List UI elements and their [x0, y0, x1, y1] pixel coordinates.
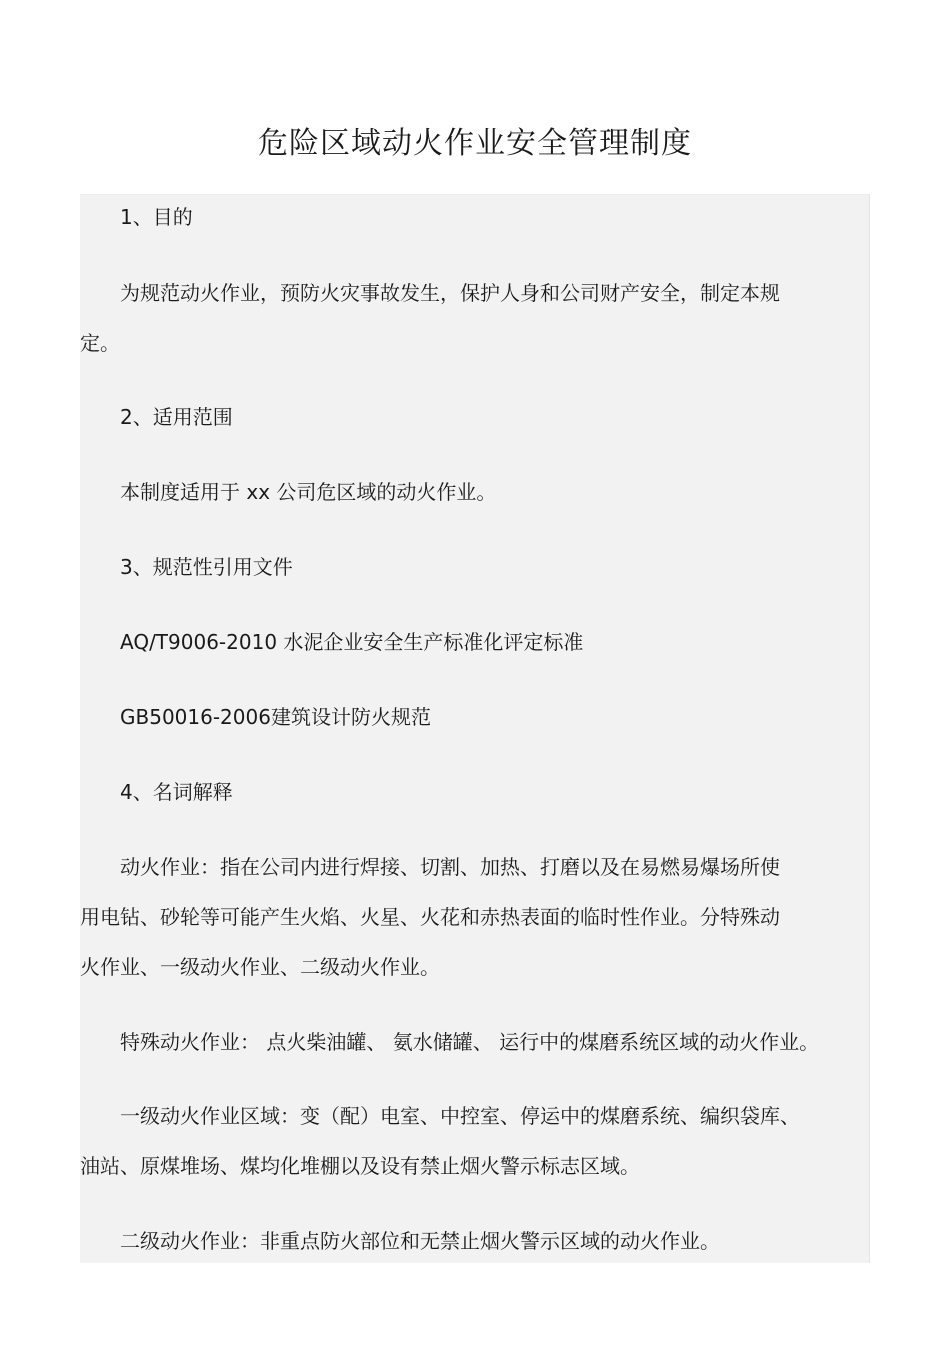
document-body [80, 194, 870, 1263]
section-heading-scope: 2、适用范围 [120, 405, 233, 429]
paragraph-line: 特殊动火作业： 点火柴油罐、 氨水储罐、 运行中的煤磨系统区域的动火作业。 [120, 1030, 820, 1054]
section-heading-definitions: 4、名词解释 [120, 780, 233, 804]
reference-item: GB50016-2006建筑设计防火规范 [120, 705, 431, 729]
paragraph-line: 火作业、一级动火作业、二级动火作业。 [80, 955, 440, 979]
paragraph-line: 二级动火作业：非重点防火部位和无禁止烟火警示区域的动火作业。 [120, 1229, 720, 1253]
reference-item: AQ/T9006-2010 水泥企业安全生产标准化评定标准 [120, 630, 584, 654]
paragraph-line: 动火作业：指在公司内进行焊接、切割、加热、打磨以及在易燃易爆场所使 [120, 855, 780, 879]
paragraph-line: 定。 [80, 331, 120, 355]
paragraph-line: 用电钻、砂轮等可能产生火焰、火星、火花和赤热表面的临时性作业。分特殊动 [80, 905, 780, 929]
paragraph-line: 油站、原煤堆场、煤均化堆棚以及设有禁止烟火警示标志区域。 [80, 1154, 640, 1178]
paragraph-line: 为规范动火作业，预防火灾事故发生，保护人身和公司财产安全，制定本规 [120, 281, 780, 305]
section-heading-references: 3、规范性引用文件 [120, 555, 293, 579]
section-heading-purpose: 1、目的 [120, 205, 193, 229]
paragraph-line: 一级动火作业区域：变（配）电室、中控室、停运中的煤磨系统、编织袋库、 [120, 1104, 800, 1128]
paragraph-line: 本制度适用于 xx 公司危区域的动火作业。 [120, 480, 497, 504]
document-title: 危险区域动火作业安全管理制度 [258, 126, 692, 161]
